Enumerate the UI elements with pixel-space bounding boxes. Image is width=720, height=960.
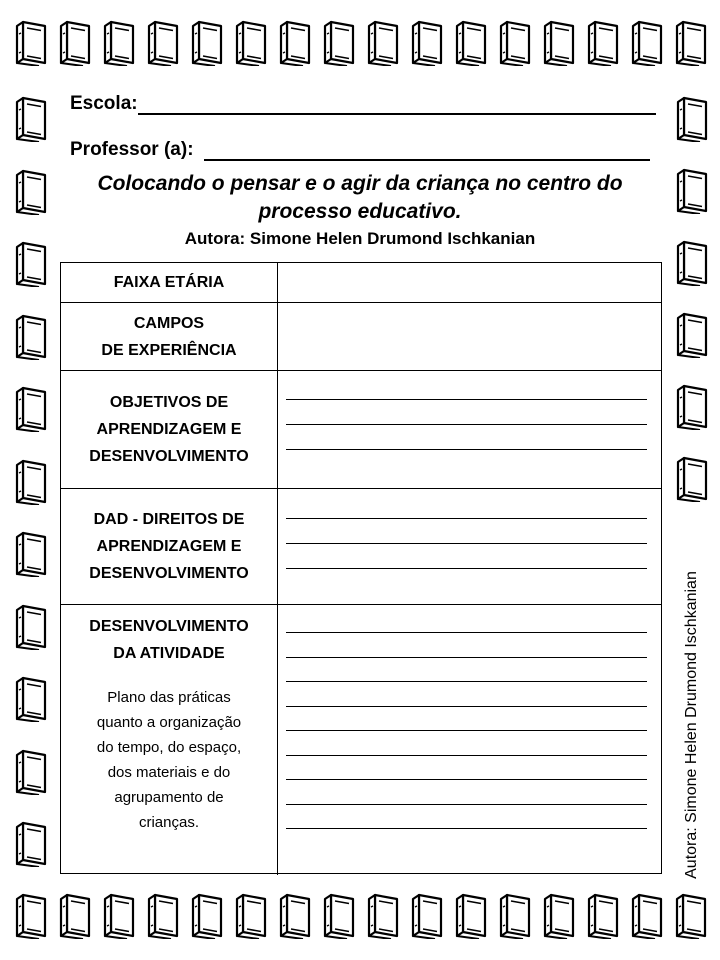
book-icon xyxy=(410,20,444,71)
row-label xyxy=(61,605,278,875)
row-campos xyxy=(61,303,661,371)
book-icon xyxy=(14,169,48,220)
book-icon xyxy=(14,459,48,510)
row-dad xyxy=(61,489,661,605)
book-icon xyxy=(14,386,48,437)
book-icon xyxy=(498,893,532,944)
row-label-text: CAMPOS DE EXPERIÊNCIA xyxy=(101,314,237,359)
book-icon xyxy=(146,20,180,71)
book-icon xyxy=(586,20,620,71)
book-icon xyxy=(630,893,664,944)
row-desenvolvimento xyxy=(61,605,661,875)
book-icon xyxy=(14,241,48,292)
school-field[interactable] xyxy=(138,113,656,115)
row-objetivos xyxy=(61,371,661,489)
book-icon xyxy=(322,893,356,944)
book-icon xyxy=(14,96,48,147)
row-faixa-etaria xyxy=(61,263,661,303)
book-icon xyxy=(14,893,48,944)
lesson-plan-table xyxy=(60,262,662,874)
book-icon xyxy=(190,893,224,944)
writing-line xyxy=(286,449,647,450)
book-icon xyxy=(630,20,664,71)
teacher-label: Professor (a): xyxy=(70,139,194,160)
side-credit-text: Autora: Simone Helen Drumond Ischkanian xyxy=(683,571,700,879)
book-icon xyxy=(498,20,532,71)
book-icon xyxy=(366,20,400,71)
book-icon xyxy=(366,893,400,944)
book-icon xyxy=(146,893,180,944)
row-label-text: OBJETIVOS DE APRENDIZAGEM E DESENVOLVIMENTO xyxy=(89,394,249,465)
writing-line xyxy=(286,568,647,569)
book-icon xyxy=(586,893,620,944)
row-input[interactable] xyxy=(278,605,661,875)
book-icon xyxy=(14,314,48,365)
book-icon xyxy=(234,893,268,944)
row-label-text: DAD - DIREITOS DE APRENDIZAGEM E DESENVOLVIMENTO xyxy=(89,511,249,582)
book-icon xyxy=(102,20,136,71)
writing-line xyxy=(286,755,647,756)
row-input[interactable] xyxy=(278,489,661,604)
writing-line xyxy=(286,804,647,805)
writing-line xyxy=(286,779,647,780)
book-icon xyxy=(102,893,136,944)
author-line: Autora: Simone Helen Drumond Ischkanian xyxy=(184,229,536,248)
book-icon xyxy=(675,456,709,507)
book-icon xyxy=(675,168,709,219)
row-label-text: DESENVOLVIMENTO DA ATIVIDADE xyxy=(89,618,249,662)
book-icon xyxy=(58,20,92,71)
book-icon xyxy=(410,893,444,944)
book-icon xyxy=(14,676,48,727)
book-icon xyxy=(542,893,576,944)
row-label-text: FAIXA ETÁRIA xyxy=(113,274,225,291)
book-icon xyxy=(14,20,48,71)
writing-line xyxy=(286,657,647,658)
book-icon xyxy=(14,821,48,872)
book-icon xyxy=(14,604,48,655)
teacher-field[interactable] xyxy=(204,159,650,161)
book-icon xyxy=(675,312,709,363)
book-icon xyxy=(278,893,312,944)
book-icon xyxy=(234,20,268,71)
book-icon xyxy=(190,20,224,71)
writing-line xyxy=(286,730,647,731)
writing-line xyxy=(286,681,647,682)
row-label xyxy=(61,371,278,488)
side-credit xyxy=(681,515,703,935)
row-label xyxy=(61,263,278,302)
writing-line xyxy=(286,518,647,519)
document-title: Colocando o pensar e o agir da criança no centro do processo educativo. xyxy=(97,172,623,223)
book-icon xyxy=(14,749,48,800)
book-icon xyxy=(322,20,356,71)
row-input[interactable] xyxy=(278,371,661,488)
book-icon xyxy=(454,20,488,71)
writing-line xyxy=(286,399,647,400)
book-icon xyxy=(675,96,709,147)
writing-line xyxy=(286,828,647,829)
book-icon xyxy=(675,384,709,435)
row-input[interactable] xyxy=(278,303,661,370)
row-label xyxy=(61,489,278,604)
book-icon xyxy=(58,893,92,944)
book-icon xyxy=(454,893,488,944)
book-icon xyxy=(14,531,48,582)
writing-line xyxy=(286,424,647,425)
school-label: Escola: xyxy=(70,93,138,114)
writing-line xyxy=(286,706,647,707)
writing-line xyxy=(286,632,647,633)
row-label xyxy=(61,303,278,370)
book-icon xyxy=(542,20,576,71)
book-icon xyxy=(278,20,312,71)
writing-line xyxy=(286,543,647,544)
row-note: Plano das práticas quanto a organização do tempo, do espaço, dos materiais e do agrupamento de crianças. xyxy=(96,689,242,831)
book-icon xyxy=(675,240,709,291)
row-input[interactable] xyxy=(278,263,661,302)
book-icon xyxy=(674,20,708,71)
